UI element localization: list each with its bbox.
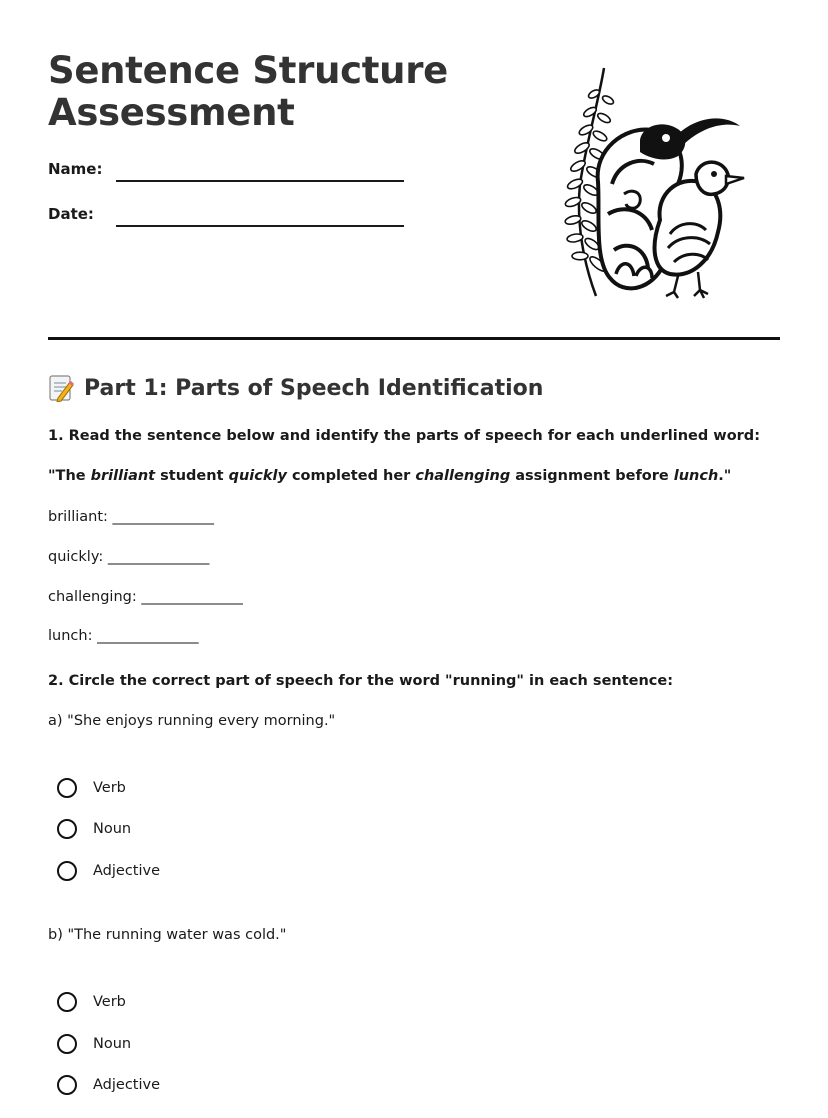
word-brilliant: brilliant — [90, 468, 156, 484]
radio-circle[interactable] — [57, 819, 77, 839]
sentence-open: "The — [48, 468, 91, 484]
word-quickly: quickly — [228, 468, 287, 484]
title-line-2: Assessment — [48, 91, 295, 134]
radio-circle[interactable] — [57, 778, 77, 798]
question-2a-sentence: a) "She enjoys running every morning." — [48, 713, 336, 729]
radio-circle[interactable] — [57, 1075, 77, 1095]
bird-and-fern-illustration-icon — [528, 64, 760, 304]
radio-circle[interactable] — [57, 1034, 77, 1054]
blank-quickly[interactable]: quickly: ______________ — [48, 549, 210, 565]
blank-brilliant[interactable]: brilliant: ______________ — [48, 509, 215, 525]
option-label: Noun — [93, 1036, 132, 1052]
blank-challenging[interactable]: challenging: ______________ — [48, 589, 243, 605]
option-label: Adjective — [93, 1077, 161, 1093]
sentence-close: ." — [718, 468, 732, 484]
date-field[interactable] — [48, 203, 408, 227]
option-label: Adjective — [93, 863, 161, 879]
q2b-option-noun[interactable] — [57, 1031, 131, 1057]
sentence-text-2: completed her — [286, 468, 416, 484]
name-field[interactable] — [48, 158, 408, 182]
word-challenging: challenging — [415, 468, 511, 484]
blank-lunch[interactable]: lunch: ______________ — [48, 628, 199, 644]
q2a-option-adjective[interactable] — [57, 858, 160, 884]
q2a-option-verb[interactable] — [57, 775, 126, 801]
question-2b-sentence: b) "The running water was cold." — [48, 927, 287, 943]
worksheet-header — [48, 0, 780, 340]
option-label: Noun — [93, 821, 132, 837]
title-line-1: Sentence Structure — [48, 49, 448, 92]
question-1-prompt: 1. Read the sentence below and identify the parts of speech for each underlined word: — [48, 428, 760, 444]
radio-circle[interactable] — [57, 992, 77, 1012]
part1-heading-text: Part 1: Parts of Speech Identification — [84, 375, 544, 401]
q2b-option-verb[interactable] — [57, 989, 126, 1015]
sentence-text-1: student — [155, 468, 229, 484]
name-blank-line[interactable] — [116, 180, 404, 182]
question-1-sentence — [48, 468, 731, 484]
name-label: Name: — [48, 160, 103, 178]
word-lunch: lunch — [673, 468, 719, 484]
option-label: Verb — [93, 780, 126, 796]
worksheet-page — [48, 0, 780, 340]
memo-icon — [48, 374, 74, 402]
sentence-text-3: assignment before — [510, 468, 674, 484]
date-blank-line[interactable] — [116, 225, 404, 227]
page-title — [48, 50, 448, 134]
q2a-option-noun[interactable] — [57, 816, 131, 842]
q2b-option-adjective[interactable] — [57, 1072, 160, 1098]
radio-circle[interactable] — [57, 861, 77, 881]
option-label: Verb — [93, 994, 126, 1010]
header-divider — [48, 337, 780, 340]
question-2-prompt: 2. Circle the correct part of speech for the word "running" in each sentence: — [48, 673, 674, 689]
part1-heading — [48, 374, 543, 402]
date-label: Date: — [48, 205, 94, 223]
